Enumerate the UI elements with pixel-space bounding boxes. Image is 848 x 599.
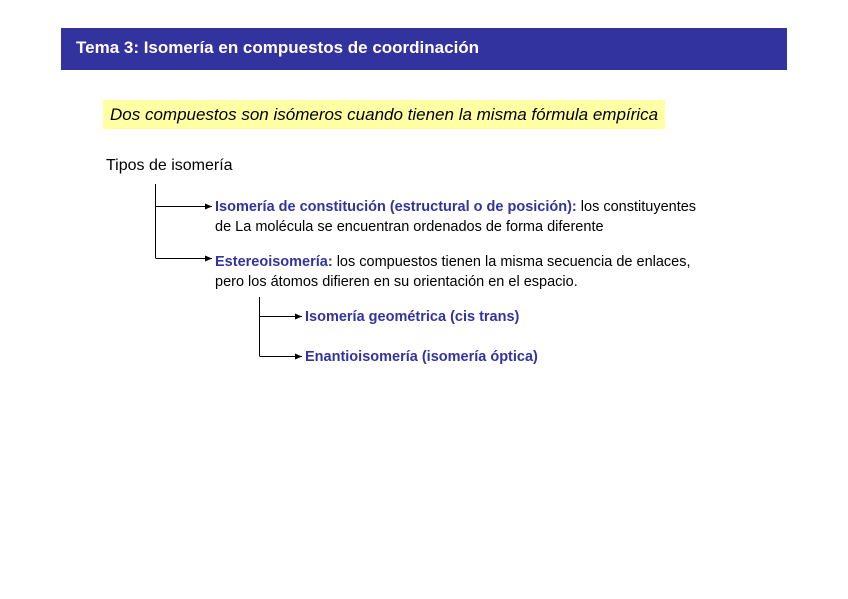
sub-branch-geometric: Isomería geométrica (cis trans) <box>305 309 520 325</box>
branch-constitution <box>215 197 696 237</box>
types-heading: Tipos de isomería <box>106 157 233 174</box>
branch-desc-line2: pero los átomos difieren en su orientación en el espacio. <box>215 274 578 290</box>
slide-title: Tema 3: Isomería en compuestos de coordinación <box>76 38 480 57</box>
branch-desc-line1: los constituyentes <box>576 199 697 215</box>
branch-term: Isomería de constitución (estructural o de posición): <box>215 199 577 215</box>
sub-branch-enantio: Enantioisomería (isomería óptica) <box>305 349 538 365</box>
branch-desc-line1: los compuestos tienen la misma secuencia de enlaces, <box>332 254 691 270</box>
branch-stereoisomerism <box>215 252 691 292</box>
branch-desc-line2: de La molécula se encuentran ordenados de forma diferente <box>215 219 604 235</box>
branch-term: Estereoisomería: <box>215 254 333 270</box>
definition-highlight: Dos compuestos son isómeros cuando tienen la misma fórmula empírica <box>103 100 665 129</box>
